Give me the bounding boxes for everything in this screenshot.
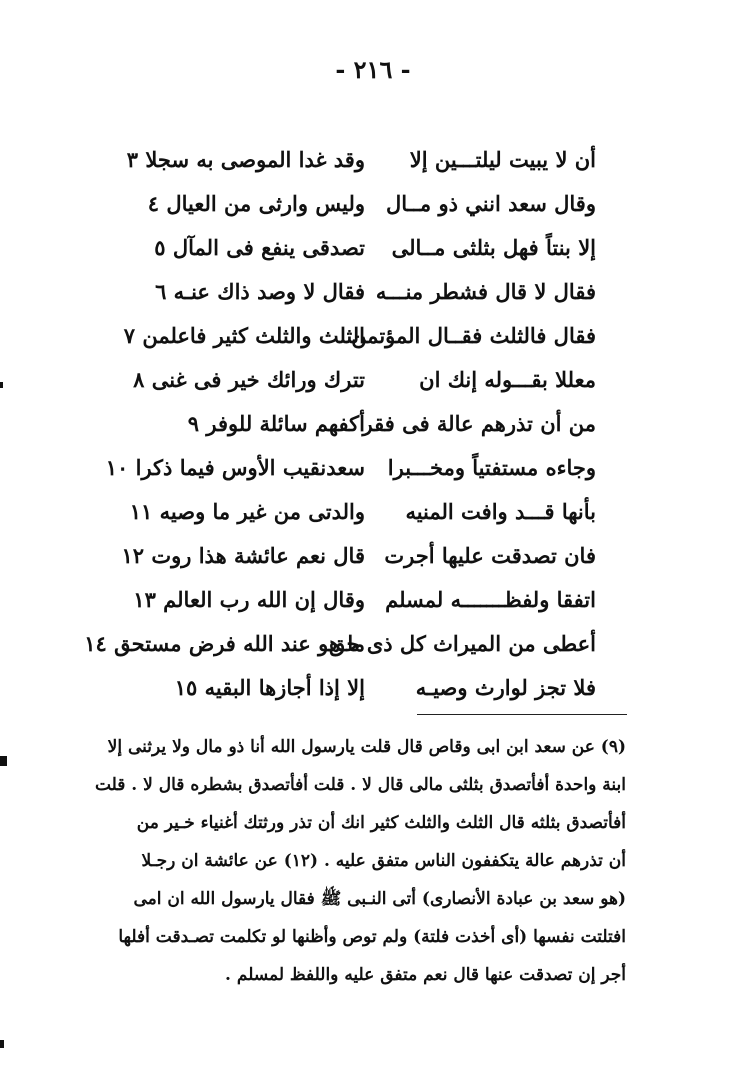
verse-first-hemistich: إلا بنتاً فهل بثلثى مــالى — [391, 235, 596, 260]
verse-second-hemistich: وقال إن الله رب العالم ١٣ — [133, 587, 365, 612]
page-number: - ٢١٦ - — [335, 55, 411, 84]
verse-first-hemistich: وجاءه مستفتياً ومخـــبرا — [387, 455, 596, 480]
verse-second-hemistich: وليس وارثى من العيال ٤ — [147, 191, 365, 216]
verse-second-hemistich: قال نعم عائشة هذا روت ١٢ — [121, 543, 365, 568]
footnote-line: افتلتت نفسها (أى أخذت فلتة) ولم توص وأظنها لو تكلمت تصـدقت أفلها — [118, 927, 626, 947]
verse-line — [0, 184, 746, 228]
verse-second-hemistich: سعدنقيب الأوس فيما ذكرا ١٠ — [105, 455, 365, 480]
poem-verses — [0, 140, 746, 712]
verse-line — [0, 580, 746, 624]
verse-second-hemistich: ما هو عند الله فرض مستحق ١٤ — [84, 631, 365, 656]
verse-first-hemistich: فقال لا قال فشطر منـــه — [375, 279, 596, 304]
verse-first-hemistich: أعطى من الميراث كل ذى حق — [329, 631, 596, 656]
footnote-line: ابنة واحدة أفأتصدق بثلثى مالى قال لا . قلت أفأتصدق بشطره قال لا . قلت — [94, 775, 626, 795]
verse-first-hemistich: وقال سعد انني ذو مــال — [385, 191, 596, 216]
verse-second-hemistich: الثلث والثلث كثير فاعلمن ٧ — [123, 323, 365, 348]
verse-second-hemistich: تصدقى ينفع فى المآل ٥ — [154, 235, 365, 260]
verse-line — [0, 140, 746, 184]
verse-line — [0, 624, 746, 668]
footnote-line: أفأتصدق بثلثه قال الثلث والثلث كثير انك أن تذر ورثتك أغنياء خـير من — [136, 813, 626, 833]
verse-first-hemistich: من أن تذرهم عالة فى فقر — [362, 411, 596, 436]
verse-second-hemistich: والدتى من غير ما وصيه ١١ — [129, 499, 365, 524]
footnote-line: (هو سعد بن عبادة الأنصارى) أتى النـبى ﷺ فقال يارسول الله ان امى — [133, 889, 626, 909]
verse-first-hemistich: أن لا يبيت ليلتـــين إلا — [409, 147, 596, 172]
scan-edge-mark — [0, 756, 7, 766]
scan-edge-mark — [0, 382, 3, 388]
verse-line — [0, 404, 746, 448]
verse-line — [0, 316, 746, 360]
footnote-line: (٩) عن سعد ابن ابى وقاص قال قلت يارسول الله أنا ذو مال ولا يرثنى إلا — [107, 737, 626, 757]
verse-second-hemistich: وقد غدا الموصى به سجلا ٣ — [126, 147, 365, 172]
footnotes — [94, 728, 626, 994]
verse-second-hemistich: فقال لا وصد ذاك عنـه ٦ — [155, 279, 365, 304]
verse-line — [0, 360, 746, 404]
verse-line — [0, 448, 746, 492]
verse-first-hemistich: فان تصدقت عليها أجرت — [384, 543, 596, 568]
verse-first-hemistich: اتفقا ولفظـــــــه لمسلم — [385, 587, 596, 612]
scan-edge-mark — [0, 1040, 4, 1048]
verse-first-hemistich: معللا بقـــوله إنك ان — [419, 367, 596, 392]
verse-line — [0, 228, 746, 272]
verse-line — [0, 272, 746, 316]
verse-first-hemistich: بأنها قـــد وافت المنيه — [405, 499, 596, 524]
verse-line — [0, 536, 746, 580]
footnote-line: أن تذرهم عالة يتكففون الناس متفق عليه . (١٢) عن عائشة ان رجـلا — [141, 851, 626, 871]
verse-second-hemistich: إلا إذا أجازها البقيه ١٥ — [174, 675, 365, 700]
footnote-line: أجر إن تصدقت عنها قال نعم متفق عليه واللفظ لمسلم . — [225, 965, 626, 985]
verse-first-hemistich: فقال فالثلث فقــال المؤتمن — [351, 323, 596, 348]
footnote-divider — [417, 714, 627, 715]
verse-second-hemistich: أكفهم سائلة للوفر ٩ — [187, 411, 365, 436]
verse-line — [0, 668, 746, 712]
verse-first-hemistich: فلا تجز لوارث وصيـه — [415, 675, 596, 700]
verse-line — [0, 492, 746, 536]
verse-second-hemistich: تترك ورائك خير فى غنى ٨ — [133, 367, 365, 392]
